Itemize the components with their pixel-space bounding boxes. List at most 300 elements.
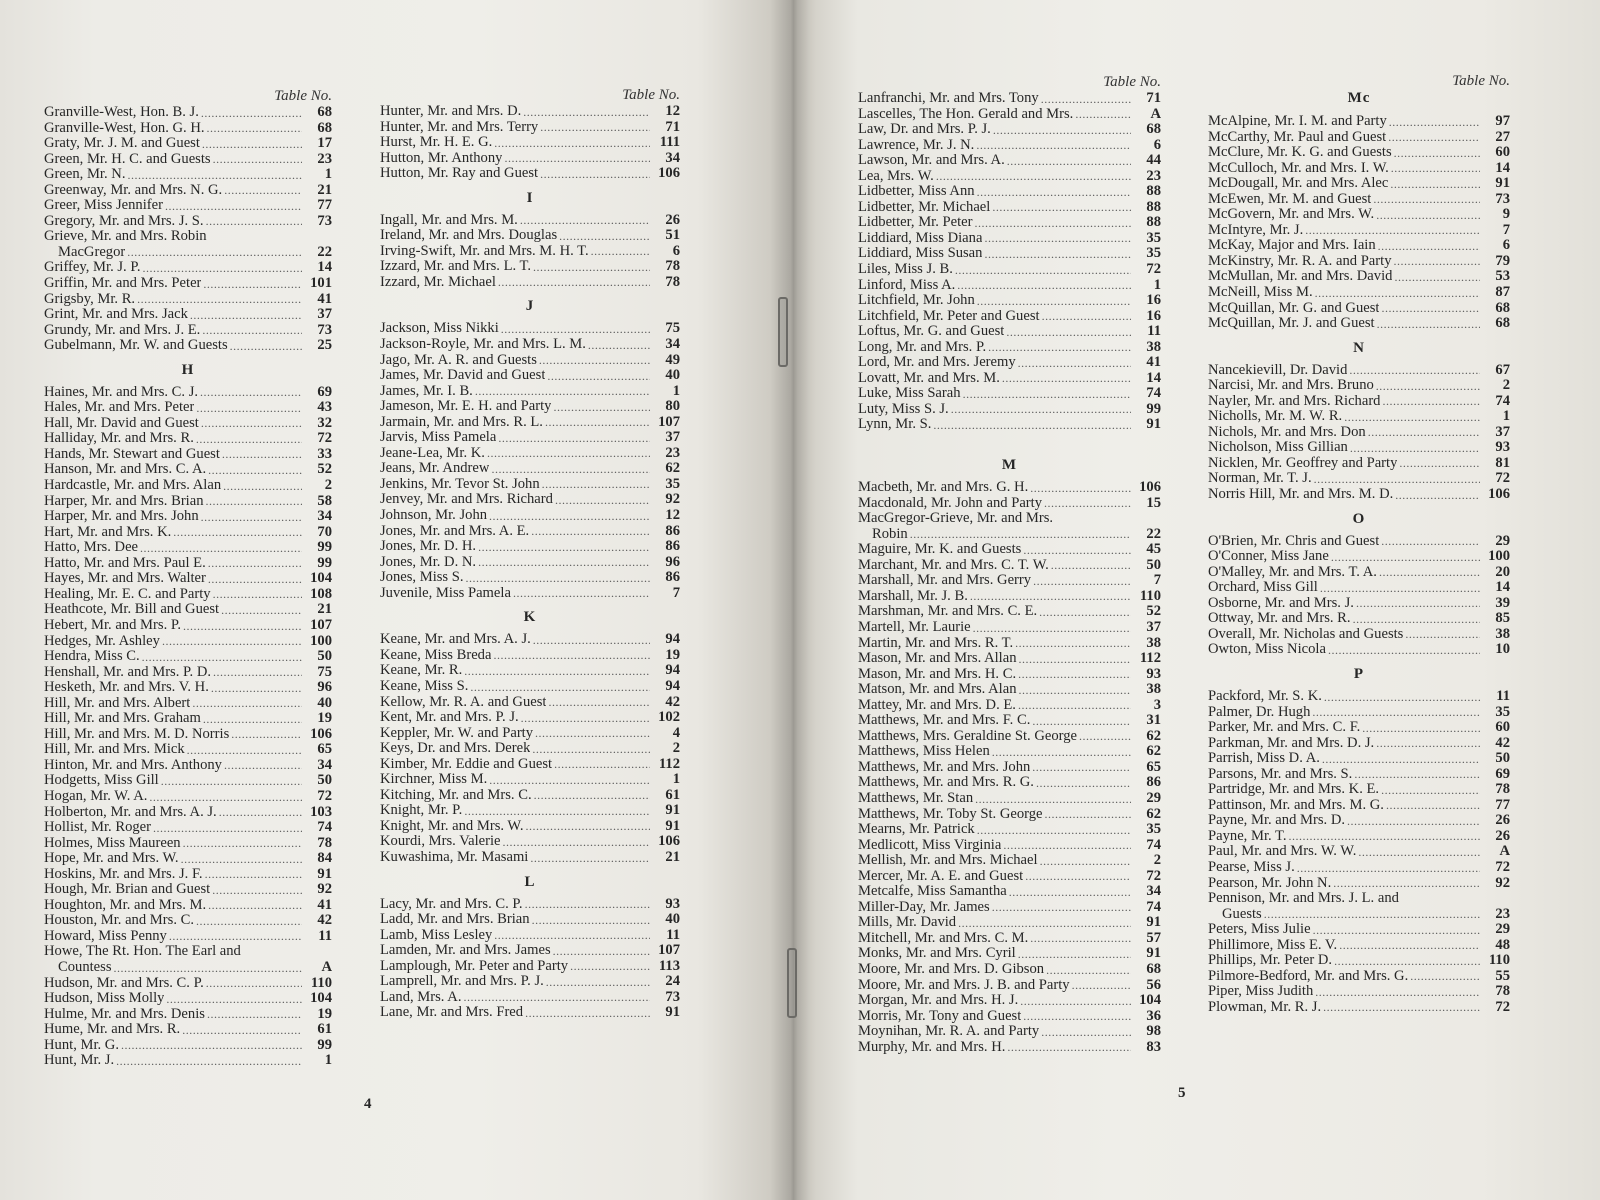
- guest-name: Jones, Miss S.: [380, 570, 464, 586]
- table-number: 52: [1146, 603, 1161, 620]
- list-item: [858, 200, 1161, 216]
- table-number: 21: [665, 848, 680, 865]
- table-number: A: [1499, 843, 1510, 860]
- table-number: 16: [1146, 307, 1161, 324]
- guest-name: Mattey, Mr. and Mrs. D. E.: [858, 697, 1016, 713]
- table-number: 102: [658, 709, 680, 726]
- guest-name: Hodgetts, Miss Gill: [44, 773, 159, 789]
- leader-dots: [1354, 767, 1480, 782]
- leader-dots: [1395, 488, 1480, 503]
- table-number: 50: [317, 772, 332, 789]
- list-item: [44, 105, 332, 121]
- leader-dots: [973, 621, 1131, 636]
- list-item: [858, 946, 1161, 962]
- table-number: 106: [1139, 479, 1161, 496]
- leader-dots: [963, 387, 1131, 402]
- guest-name: Hebert, Mr. and Mrs. P.: [44, 617, 182, 633]
- table-number: 29: [1495, 921, 1510, 938]
- guest-name: Pearse, Miss J.: [1208, 859, 1295, 875]
- leader-dots: [1264, 907, 1480, 922]
- guest-name: Matthews, Mr. and Mrs. F. C.: [858, 713, 1031, 729]
- leader-dots: [1040, 854, 1131, 869]
- list-item: [858, 822, 1161, 838]
- list-item: [44, 898, 332, 914]
- leader-dots: [532, 742, 650, 757]
- table-number: 40: [317, 694, 332, 711]
- guest-name: Hill, Mr. and Mrs. M. D. Norris: [44, 726, 230, 742]
- table-number: 92: [1495, 874, 1510, 891]
- table-number: A: [321, 958, 332, 975]
- table-number: 74: [1146, 385, 1161, 402]
- leader-dots: [1376, 736, 1480, 751]
- list-item: [44, 680, 332, 696]
- guest-name: Narcisi, Mr. and Mrs. Bruno: [1208, 378, 1374, 394]
- table-number: 34: [317, 756, 332, 773]
- leader-dots: [1320, 581, 1480, 596]
- leader-dots: [1018, 698, 1131, 713]
- list-item: [858, 1024, 1161, 1040]
- leader-dots: [1051, 558, 1131, 573]
- guest-name: Hunt, Mr. J.: [44, 1053, 115, 1069]
- table-number: 21: [317, 601, 332, 618]
- table-number: 62: [1146, 805, 1161, 822]
- table-number: 73: [317, 212, 332, 229]
- list-item: [858, 215, 1161, 231]
- leader-dots: [501, 322, 650, 337]
- list-item: [44, 338, 332, 354]
- list-item: [44, 462, 332, 478]
- list-item: [1208, 580, 1510, 596]
- table-number: 101: [310, 275, 332, 292]
- leader-dots: [547, 369, 650, 384]
- table-number: 80: [665, 398, 680, 415]
- leader-dots: [219, 805, 302, 820]
- table-number: 19: [665, 646, 680, 663]
- table-number: 75: [665, 320, 680, 337]
- column-left-1: [44, 87, 332, 1069]
- guest-name: Plowman, Mr. R. J.: [1208, 999, 1322, 1015]
- leader-dots: [182, 1023, 302, 1038]
- guest-name: Countess: [58, 959, 112, 975]
- table-number: 74: [317, 819, 332, 836]
- leader-dots: [206, 214, 302, 229]
- list-item: [380, 850, 680, 866]
- leader-dots: [1039, 605, 1131, 620]
- table-number: 6: [1153, 136, 1161, 153]
- leader-dots: [555, 493, 650, 508]
- table-number: 14: [317, 259, 332, 276]
- table-number: 48: [1495, 936, 1510, 953]
- guest-name: Palmer, Dr. Hugh: [1208, 704, 1311, 720]
- table-number: 4: [672, 724, 680, 741]
- list-item: [1208, 596, 1510, 612]
- list-item: [44, 649, 332, 665]
- leader-dots: [121, 1038, 302, 1053]
- guest-name: Keane, Miss S.: [380, 678, 469, 694]
- table-number: 9: [1502, 206, 1510, 223]
- table-number: 77: [1495, 796, 1510, 813]
- list-item: [1208, 456, 1510, 472]
- guest-name: Parkman, Mr. and Mrs. D. J.: [1208, 735, 1375, 751]
- table-number: 88: [1146, 198, 1161, 215]
- leader-dots: [1376, 208, 1480, 223]
- list-item: [1208, 394, 1510, 410]
- guest-name: Lascelles, The Hon. Gerald and Mrs.: [858, 106, 1074, 122]
- column-left-2: [380, 86, 680, 1021]
- list-item: [44, 385, 332, 401]
- leader-dots: [1297, 861, 1480, 876]
- list-item: [380, 648, 680, 664]
- leader-dots: [494, 928, 650, 943]
- list-item: [858, 682, 1161, 698]
- leader-dots: [1018, 356, 1131, 371]
- leader-dots: [1331, 550, 1480, 565]
- list-item: [858, 760, 1161, 776]
- table-number: 35: [665, 475, 680, 492]
- staple-top: [778, 297, 788, 367]
- table-number: 86: [665, 522, 680, 539]
- leader-dots: [523, 105, 650, 120]
- list-item: [380, 259, 680, 275]
- table-number: 72: [317, 430, 332, 447]
- table-number: 99: [317, 1036, 332, 1053]
- table-number: 100: [1488, 548, 1510, 565]
- leader-dots: [1324, 690, 1480, 705]
- leader-dots: [463, 990, 650, 1005]
- list-item: [1208, 751, 1510, 767]
- leader-dots: [976, 138, 1131, 153]
- leader-dots: [542, 477, 650, 492]
- guest-name: Howard, Miss Penny: [44, 928, 167, 944]
- leader-dots: [1305, 223, 1480, 238]
- list-item: [44, 494, 332, 510]
- guest-name: Liddiard, Miss Susan: [858, 246, 983, 262]
- table-number: 112: [1139, 650, 1161, 667]
- leader-dots: [498, 275, 650, 290]
- list-item: [380, 959, 680, 975]
- table-number: 38: [1146, 681, 1161, 698]
- guest-name: Nicklen, Mr. Geoffrey and Party: [1208, 455, 1398, 471]
- guest-name: Granville-West, Hon. B. J.: [44, 105, 199, 120]
- list-item: [44, 1007, 332, 1023]
- table-number: 91: [1146, 945, 1161, 962]
- list-item: [44, 929, 332, 945]
- guest-name: Martell, Mr. Laurie: [858, 619, 971, 635]
- guest-name: Keys, Dr. and Mrs. Derek: [380, 741, 531, 757]
- leader-dots: [142, 650, 302, 665]
- table-number: 69: [317, 383, 332, 400]
- page-number: 5: [1178, 1085, 1186, 1101]
- list-item: [380, 539, 680, 555]
- leader-dots: [1381, 534, 1480, 549]
- guest-name: Keppler, Mr. W. and Party: [380, 725, 534, 741]
- list-item: [380, 166, 680, 182]
- list-item: [44, 525, 332, 541]
- list-item: [1208, 409, 1510, 425]
- table-number: 78: [665, 258, 680, 275]
- leader-dots: [162, 634, 302, 649]
- list-item: [44, 960, 332, 976]
- leader-dots: [970, 589, 1131, 604]
- guest-name: Gregory, Mr. and Mrs. J. S.: [44, 213, 204, 229]
- guest-name: Kent, Mr. and Mrs. P. J.: [380, 710, 519, 726]
- guest-name: Knight, Mr. P.: [380, 803, 463, 819]
- guest-name: Kitching, Mr. and Mrs. C.: [380, 787, 532, 803]
- guest-name: Ingall, Mr. and Mrs. M.: [380, 212, 518, 228]
- table-number: 37: [1495, 423, 1510, 440]
- guest-name: James, Mr. David and Guest: [380, 368, 546, 384]
- leader-dots: [208, 463, 302, 478]
- guest-name: Matson, Mr. and Mrs. Alan: [858, 682, 1017, 698]
- leader-dots: [1362, 721, 1480, 736]
- list-item: [44, 913, 332, 929]
- list-item: [44, 323, 332, 339]
- list-item: [380, 384, 680, 400]
- list-item: [858, 915, 1161, 931]
- leader-dots: [1333, 876, 1480, 891]
- leader-dots: [1356, 596, 1480, 611]
- guest-name: Howe, The Rt. Hon. The Earl and: [44, 944, 241, 960]
- guest-name: Hanson, Mr. and Mrs. C. A.: [44, 462, 207, 478]
- list-item: [858, 604, 1161, 620]
- list-item: [380, 990, 680, 1006]
- leader-dots: [958, 916, 1131, 931]
- list-item: [380, 228, 680, 244]
- list-item: [380, 430, 680, 446]
- guest-name: Houghton, Mr. and Mrs. M.: [44, 897, 207, 913]
- list-item: [858, 838, 1161, 854]
- list-item: [44, 214, 332, 230]
- leader-dots: [533, 260, 650, 275]
- list-item: [380, 135, 680, 151]
- leader-dots: [1018, 947, 1131, 962]
- leader-dots: [520, 213, 650, 228]
- guest-name: Law, Dr. and Mrs. P. J.: [858, 122, 991, 138]
- table-number: 37: [1146, 618, 1161, 635]
- leader-dots: [494, 136, 650, 151]
- leader-dots: [1315, 286, 1480, 301]
- leader-dots: [196, 401, 302, 416]
- guest-name: Moynihan, Mr. R. A. and Party: [858, 1024, 1040, 1040]
- table-number: 86: [665, 538, 680, 555]
- guest-name: Hall, Mr. David and Guest: [44, 415, 199, 431]
- leader-dots: [553, 400, 650, 415]
- leader-dots: [200, 385, 302, 400]
- list-item: [44, 229, 332, 245]
- table-number: 37: [317, 306, 332, 323]
- leader-dots: [1003, 838, 1131, 853]
- guest-name: Liles, Miss J. B.: [858, 262, 953, 278]
- list-item: [1208, 316, 1510, 332]
- list-item: [380, 788, 680, 804]
- table-number: 83: [1146, 1038, 1161, 1055]
- list-item: [1208, 705, 1510, 721]
- leader-dots: [525, 897, 650, 912]
- list-item: [44, 882, 332, 898]
- leader-dots: [1032, 714, 1131, 729]
- list-item: [1208, 844, 1510, 860]
- leader-dots: [975, 792, 1131, 807]
- table-number: 11: [1496, 687, 1510, 704]
- leader-dots: [202, 137, 302, 152]
- table-number: 99: [317, 539, 332, 556]
- guest-name: Jeane-Lea, Mr. K.: [380, 445, 485, 461]
- list-item: [858, 1040, 1161, 1056]
- guest-name: O'Conner, Miss Jane: [1208, 549, 1329, 565]
- table-number: 62: [1146, 727, 1161, 744]
- guest-name: Partridge, Mr. and Mrs. K. E.: [1208, 782, 1380, 798]
- table-number: 42: [1495, 734, 1510, 751]
- list-item: [380, 321, 680, 337]
- leader-dots: [539, 353, 650, 368]
- leader-dots: [491, 462, 650, 477]
- guest-name: James, Mr. I. B.: [380, 383, 473, 399]
- guest-name: Murphy, Mr. and Mrs. H.: [858, 1039, 1006, 1055]
- leader-dots: [1007, 154, 1131, 169]
- table-number: 32: [317, 414, 332, 431]
- column-right-2: [1208, 72, 1510, 1015]
- list-item: [44, 431, 332, 447]
- table-no-heading: Table No.: [1103, 74, 1161, 90]
- guest-name: Nichols, Mr. and Mrs. Don: [1208, 424, 1366, 440]
- table-number: 41: [1146, 354, 1161, 371]
- list-item: [858, 246, 1161, 262]
- guest-name: Jones, Mr. and Mrs. A. E.: [380, 523, 530, 539]
- guest-name: Peters, Miss Julie: [1208, 922, 1311, 938]
- guest-name: Lamprell, Mr. and Mrs. P. J.: [380, 974, 544, 990]
- guest-name: Grundy, Mr. and Mrs. J. E.: [44, 322, 201, 338]
- guest-name: Norman, Mr. T. J.: [1208, 471, 1312, 487]
- leader-dots: [1328, 643, 1480, 658]
- table-number: 96: [665, 553, 680, 570]
- list-item: [380, 834, 680, 850]
- leader-dots: [553, 944, 650, 959]
- guest-name: Mercer, Mr. A. E. and Guest: [858, 868, 1024, 884]
- leader-dots: [1041, 92, 1131, 107]
- leader-dots: [207, 1007, 302, 1022]
- guest-name: Parsons, Mr. and Mrs. S.: [1208, 766, 1353, 782]
- list-item: [858, 527, 1161, 543]
- guest-name: Matthews, Mr. and Mrs. John: [858, 759, 1031, 775]
- guest-name: Mitchell, Mr. and Mrs. C. M.: [858, 930, 1029, 946]
- list-item: [44, 867, 332, 883]
- list-item: [1208, 907, 1510, 923]
- spacer: [858, 433, 1161, 449]
- list-item: [380, 912, 680, 928]
- table-number: 3: [1153, 696, 1161, 713]
- leader-dots: [202, 323, 302, 338]
- list-item: [380, 337, 680, 353]
- guest-name: Nancekievill, Dr. David: [1208, 362, 1348, 378]
- guest-name: Luke, Miss Sarah: [858, 386, 961, 402]
- leader-dots: [142, 261, 302, 276]
- table-number: 69: [1495, 765, 1510, 782]
- guest-name: Keane, Miss Breda: [380, 647, 492, 663]
- leader-dots: [203, 277, 302, 292]
- table-number: 11: [666, 926, 680, 943]
- list-item: [858, 278, 1161, 294]
- guest-name: Pattinson, Mr. and Mrs. M. G.: [1208, 797, 1384, 813]
- leader-dots: [183, 619, 302, 634]
- list-item: [858, 231, 1161, 247]
- table-number: 14: [1495, 579, 1510, 596]
- guest-name: McKinstry, Mr. R. A. and Party: [1208, 253, 1392, 269]
- guest-name: Green, Mr. H. C. and Guests: [44, 151, 211, 167]
- list-item: [858, 558, 1161, 574]
- leader-dots: [478, 555, 650, 570]
- guest-name: Hunter, Mr. and Mrs. Terry: [380, 119, 539, 135]
- leader-dots: [464, 804, 650, 819]
- leader-dots: [137, 292, 302, 307]
- list-item: [1208, 223, 1510, 239]
- table-number: 11: [318, 927, 332, 944]
- leader-dots: [1006, 325, 1131, 340]
- list-item: [44, 602, 332, 618]
- table-number: 14: [1495, 159, 1510, 176]
- leader-dots: [201, 510, 302, 525]
- list-item: [858, 900, 1161, 916]
- table-number: 26: [665, 211, 680, 228]
- list-item: [44, 758, 332, 774]
- table-number: 34: [317, 508, 332, 525]
- leader-dots: [977, 823, 1131, 838]
- table-number: 106: [658, 165, 680, 182]
- list-item: [380, 772, 680, 788]
- list-item: [1208, 736, 1510, 752]
- leader-dots: [1405, 627, 1480, 642]
- list-item: [380, 928, 680, 944]
- table-number: 34: [1146, 883, 1161, 900]
- leader-dots: [975, 216, 1131, 231]
- leader-dots: [212, 883, 302, 898]
- table-number: 99: [317, 554, 332, 571]
- table-number: 106: [1488, 486, 1510, 503]
- guest-name: McEwen, Mr. M. and Guest: [1208, 191, 1372, 207]
- table-number: 85: [1495, 610, 1510, 627]
- list-item: [380, 477, 680, 493]
- guest-name: Jackson-Royle, Mr. and Mrs. L. M.: [380, 337, 586, 353]
- table-number: 72: [1146, 867, 1161, 884]
- table-number: 38: [1146, 634, 1161, 651]
- list-item: [44, 416, 332, 432]
- leader-dots: [988, 340, 1131, 355]
- list-item: [858, 884, 1161, 900]
- leader-dots: [1025, 869, 1131, 884]
- leader-dots: [933, 418, 1131, 433]
- table-number: 71: [665, 118, 680, 135]
- guest-name: Hulme, Mr. and Mrs. Denis: [44, 1006, 205, 1022]
- guest-name: Granville-West, Hon. G. H.: [44, 120, 205, 136]
- guest-name: Lidbetter, Mr. Michael: [858, 199, 991, 215]
- guest-name: Hart, Mr. and Mrs. K.: [44, 524, 172, 540]
- guest-name: Osborne, Mr. and Mrs. J.: [1208, 595, 1354, 611]
- list-item: [858, 931, 1161, 947]
- guest-name: Nicholls, Mr. M. W. R.: [1208, 409, 1343, 425]
- table-number: 72: [1146, 261, 1161, 278]
- table-number: 14: [1146, 369, 1161, 386]
- guest-name: McCulloch, Mr. and Mrs. I. W.: [1208, 160, 1389, 176]
- list-item: [380, 244, 680, 260]
- list-item: [1208, 549, 1510, 565]
- guest-name: Griffin, Mr. and Mrs. Peter: [44, 276, 202, 292]
- table-number: 108: [310, 585, 332, 602]
- list-item: [858, 993, 1161, 1009]
- guest-name: Hutton, Mr. Anthony: [380, 150, 503, 166]
- list-item: [858, 107, 1161, 123]
- table-number: 61: [665, 786, 680, 803]
- list-item: [1208, 984, 1510, 1000]
- guest-name: McAlpine, Mr. I. M. and Party: [1208, 114, 1387, 129]
